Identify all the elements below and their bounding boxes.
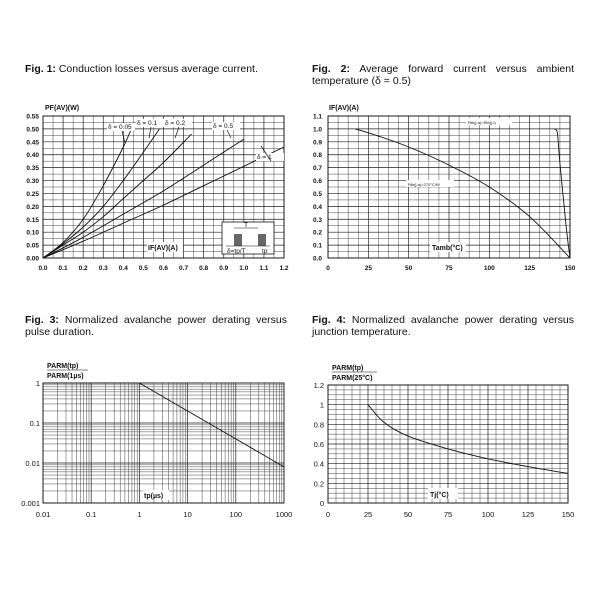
fig1-series-3 [43,134,192,258]
fig3-x-tick-label: 1 [137,510,142,519]
fig2-x-tick-label: 75 [445,265,453,272]
fig1-pulse-2 [258,234,266,246]
fig1-caption-text: Conduction losses versus average current. [58,63,258,75]
fig1-x-tick-label: 0.4 [118,265,128,272]
fig4-x-tick-label: 125 [521,510,535,519]
fig2-y-tick-label: 1.1 [312,113,322,121]
fig3-caption-text: Normalized avalanche power derating versus pulse duration. [25,314,288,338]
fig2-number: Fig. 2: [312,63,350,75]
fig4-y-tick-label: 0.8 [313,420,324,430]
fig3-y-axis-label-num: PARM(tp) [47,363,79,370]
fig3-x-tick-label: 10 [183,510,192,519]
fig1-y-tick-label: 0.10 [26,229,39,237]
fig2-y-tick-label: 0.0 [312,255,322,263]
fig3-y-tick-label: 0.001 [21,499,40,508]
fig2-x-tick-label: 150 [564,265,576,272]
fig3-y-tick-label: 1 [35,379,40,388]
fig4-x-tick-label: 150 [561,510,575,519]
fig2-annotation-2: Rth(j-a)=270°C/W [408,182,440,187]
fig2-y-tick-label: 0.4 [312,203,322,211]
fig2-annotation-1: Rth(j-a)=Rth(j-l) [468,120,496,125]
fig2-x-tick-label: 100 [483,265,495,272]
fig4-caption-text: Normalized avalanche power derating versus junction temperature. [312,314,575,338]
fig1-y-tick-label: 0.20 [26,203,39,211]
fig4-x-tick-label: 25 [363,510,373,519]
fig3-number: Fig. 3: [25,314,59,326]
fig1-delta-label-4: δ = 0.5 [213,123,234,130]
fig1-x-axis-label: IF(AV)(A) [148,245,178,252]
fig4-y-axis-label-num: PARM(tp) [332,365,364,372]
fig2-y-tick-label: 1.0 [312,126,322,134]
fig1-number: Fig. 1: [25,63,56,75]
fig3-x-tick-label: 0.01 [35,510,51,519]
fig1-y-tick-label: 0.30 [26,178,39,186]
fig1-x-tick-label: 0.5 [138,265,148,272]
fig1-x-tick-label: 0.0 [38,265,48,272]
fig3-y-tick-label: 0.01 [25,459,40,468]
fig2-y-axis-label: IF(AV)(A) [329,105,359,112]
fig4-y-tick-label: 1.2 [313,381,324,390]
fig3-y-axis-label-den: PARM(1µs) [47,373,84,380]
fig2-y-tick-label: 0.2 [312,229,322,237]
fig1-chart [26,105,289,272]
fig4-y-tick-label: 0.6 [313,440,324,449]
fig1-y-tick-label: 0.55 [26,113,39,121]
fig3-x-tick-label: 0.1 [85,510,97,519]
fig4-x-tick-label: 0 [325,510,331,519]
fig3-x-tick-label: 100 [229,510,243,519]
fig4-y-tick-label: 0.4 [313,459,324,469]
fig1-y-tick-label: 0.50 [26,126,39,134]
fig4-x-axis-label: Tj(°C) [430,492,449,499]
fig1-y-tick-label: 0.05 [26,242,39,250]
fig1-x-tick-label: 0.3 [98,265,108,272]
fig4-y-tick-label: 0.2 [313,479,324,489]
fig4-x-tick-label: 75 [443,510,453,519]
fig1-y-tick-label: 0.45 [26,139,39,147]
fig3-y-tick-label: 0.1 [29,419,40,428]
fig1-x-tick-label: 1.1 [259,265,269,272]
fig1-tp-label: tp [262,248,268,255]
fig1-x-tick-label: 1.2 [279,265,289,272]
fig1-delta-label-5: δ = 1 [257,154,272,161]
fig1-period-label: T [244,222,248,229]
fig4-chart [314,365,575,519]
fig2-y-tick-label: 0.5 [312,190,322,198]
fig4-y-tick-label: 0 [319,499,324,508]
fig3-x-tick-label: 1000 [275,510,293,519]
fig1-y-tick-label: 0.35 [26,165,39,173]
fig1-delta-arrow-4 [227,130,231,138]
fig1-delta-label-1: δ = 0.05 [108,124,132,131]
fig2-caption-text: Average forward current versus ambient temperature (δ = 0.5) [312,63,575,87]
fig1-x-tick-label: 0.7 [179,265,189,272]
fig1-y-tick-label: 0.40 [26,152,39,160]
fig1-y-tick-label: 0.25 [26,190,39,198]
fig1-delta-label-2: δ = 0.1 [137,120,158,127]
fig1-y-tick-label: 0.00 [26,255,39,263]
fig4-x-tick-label: 100 [481,510,495,519]
fig1-x-tick-label: 0.8 [199,265,209,272]
fig1-delta-label-3: δ = 0.2 [165,120,186,127]
fig2-y-tick-label: 0.8 [312,152,322,160]
fig1-x-tick-label: 0.6 [158,265,169,272]
fig1-y-axis-label: PF(AV)(W) [45,105,80,112]
fig2-x-tick-label: 0 [326,265,330,272]
fig1-x-tick-label: 0.9 [219,265,229,272]
fig2-y-tick-label: 0.3 [312,216,322,224]
fig1-x-tick-label: 0.2 [78,265,88,272]
fig3-chart [21,363,292,519]
fig2-x-tick-label: 50 [405,265,413,272]
fig3-plot-frame [43,383,284,503]
fig1-x-tick-label: 0.1 [58,265,68,272]
fig3-x-axis-label: tp(µs) [144,493,164,500]
fig2-x-axis-label: Tamb(°C) [432,245,463,252]
fig2-y-tick-label: 0.7 [312,165,322,173]
fig2-x-tick-label: 25 [364,265,372,272]
fig4-x-tick-label: 50 [403,510,413,519]
fig2-x-tick-label: 125 [524,265,536,272]
fig1-pulse-1 [234,234,242,246]
fig2-chart [313,105,576,272]
fig4-y-tick-label: 1 [319,400,324,410]
fig2-y-tick-label: 0.1 [312,242,322,250]
fig1-duty-label: δ=tp/T [227,248,246,255]
fig1-y-tick-label: 0.15 [26,216,39,224]
fig4-y-axis-label-den: PARM(25°C) [332,375,373,382]
fig2-y-tick-label: 0.6 [312,178,322,186]
fig1-x-tick-label: 1.0 [239,265,249,272]
fig4-number: Fig. 4: [312,314,346,326]
fig2-y-tick-label: 0.9 [312,139,322,147]
